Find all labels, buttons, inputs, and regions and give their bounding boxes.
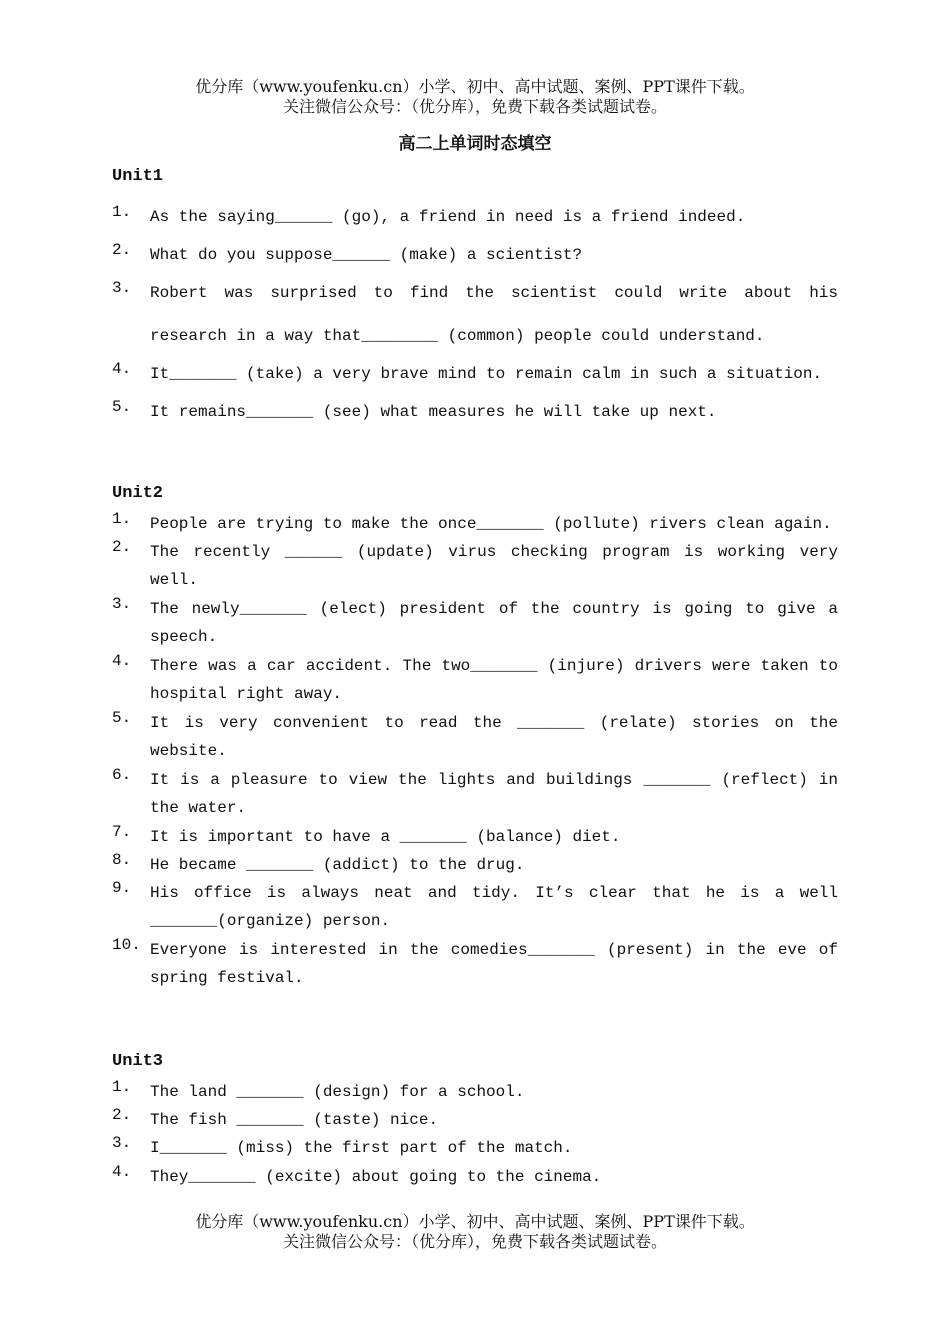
question-item bbox=[112, 360, 838, 388]
question-item bbox=[112, 652, 838, 708]
question-text: It is important to have a _______ (balance) diet. bbox=[150, 828, 621, 846]
question-text: His office is always neat and tidy. It’s clear that he is a well _______(organize) person. bbox=[150, 884, 838, 930]
question-item bbox=[112, 279, 838, 358]
question-text: I_______ (miss) the first part of the match. bbox=[150, 1139, 573, 1157]
question-item bbox=[112, 879, 838, 935]
question-item bbox=[112, 1163, 838, 1191]
question-number: 4. bbox=[112, 652, 132, 670]
question-number: 9. bbox=[112, 879, 132, 897]
question-number: 3. bbox=[112, 1134, 132, 1152]
question-text: There was a car accident. The two_______ (injure) drivers were taken to hospital right away. bbox=[150, 657, 838, 703]
question-number: 1. bbox=[112, 1078, 132, 1096]
header-line-1: 优分库（www.youfenku.cn）小学、初中、高中试题、案例、PPT课件下载。 bbox=[195, 77, 755, 96]
question-item bbox=[112, 398, 838, 426]
question-number: 4. bbox=[112, 1163, 132, 1181]
question-text: It is very convenient to read the _______ (relate) stories on the website. bbox=[150, 714, 838, 760]
question-text: They_______ (excite) about going to the cinema. bbox=[150, 1168, 602, 1186]
question-text: Everyone is interested in the comedies_______ (present) in the eve of spring festival. bbox=[150, 941, 838, 987]
question-text: The land _______ (design) for a school. bbox=[150, 1083, 525, 1101]
question-item bbox=[112, 1134, 838, 1162]
question-item bbox=[112, 538, 838, 594]
question-item bbox=[112, 766, 838, 822]
question-text: It is a pleasure to view the lights and buildings _______ (reflect) in the water. bbox=[150, 771, 838, 817]
question-number: 8. bbox=[112, 851, 132, 869]
question-text: Robert was surprised to find the scientist could write about his research in a way that________ (common) people could understand. bbox=[150, 284, 838, 345]
question-text: It remains_______ (see) what measures he will take up next. bbox=[150, 403, 717, 421]
question-text: As the saying______ (go), a friend in need is a friend indeed. bbox=[150, 208, 746, 226]
question-number: 2. bbox=[112, 1106, 132, 1124]
footer-line-2: 关注微信公众号：（优分库），免费下载各类试题试卷。 bbox=[282, 1232, 667, 1251]
question-number: 10. bbox=[112, 936, 141, 954]
question-item bbox=[112, 823, 838, 851]
question-text: The fish _______ (taste) nice. bbox=[150, 1111, 439, 1129]
question-item bbox=[112, 1106, 838, 1134]
page-title: 高二上单词时态填空 bbox=[398, 134, 552, 154]
question-item bbox=[112, 241, 838, 269]
question-number: 2. bbox=[112, 241, 132, 259]
question-number: 3. bbox=[112, 595, 132, 613]
unit-heading: Unit3 bbox=[112, 1052, 164, 1071]
question-number: 4. bbox=[112, 360, 132, 378]
question-number: 1. bbox=[112, 510, 132, 528]
question-number: 6. bbox=[112, 766, 132, 784]
question-item bbox=[112, 851, 838, 879]
question-number: 3. bbox=[112, 279, 132, 297]
question-item bbox=[112, 203, 838, 231]
question-number: 1. bbox=[112, 203, 132, 221]
question-text: The newly_______ (elect) president of the country is going to give a speech. bbox=[150, 600, 838, 646]
question-item bbox=[112, 1078, 838, 1106]
question-item bbox=[112, 595, 838, 651]
unit-heading: Unit2 bbox=[112, 484, 164, 503]
header-line-2: 关注微信公众号：（优分库），免费下载各类试题试卷。 bbox=[282, 97, 667, 116]
question-text: He became _______ (addict) to the drug. bbox=[150, 856, 525, 874]
question-text: People are trying to make the once_______ (pollute) rivers clean again. bbox=[150, 515, 832, 533]
footer-line-1: 优分库（www.youfenku.cn）小学、初中、高中试题、案例、PPT课件下载。 bbox=[195, 1212, 755, 1231]
question-text: What do you suppose______ (make) a scientist? bbox=[150, 246, 583, 264]
question-number: 2. bbox=[112, 538, 132, 556]
question-item bbox=[112, 936, 838, 992]
question-number: 5. bbox=[112, 398, 132, 416]
unit-heading: Unit1 bbox=[112, 167, 164, 186]
question-item bbox=[112, 510, 838, 538]
question-text: It_______ (take) a very brave mind to remain calm in such a situation. bbox=[150, 365, 823, 383]
question-number: 7. bbox=[112, 823, 132, 841]
question-item bbox=[112, 709, 838, 765]
question-number: 5. bbox=[112, 709, 132, 727]
question-text: The recently ______ (update) virus checking program is working very well. bbox=[150, 543, 838, 589]
